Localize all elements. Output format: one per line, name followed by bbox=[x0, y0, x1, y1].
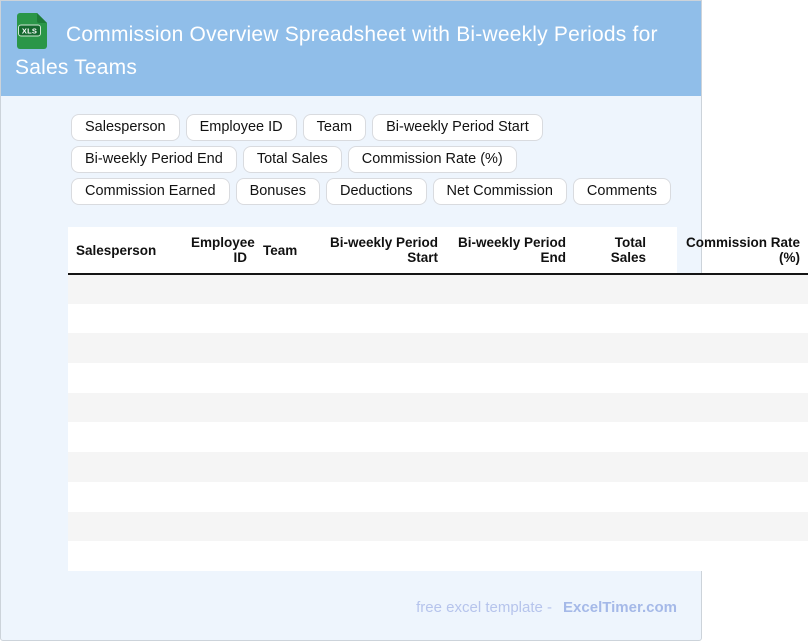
empty-cell bbox=[68, 541, 183, 571]
empty-cell bbox=[255, 333, 313, 363]
footer bbox=[68, 599, 677, 616]
empty-cell bbox=[654, 452, 808, 482]
chip-employee-id[interactable]: Employee ID bbox=[186, 114, 297, 141]
chip-comments[interactable]: Comments bbox=[573, 178, 671, 205]
empty-cell bbox=[574, 363, 654, 393]
empty-cell bbox=[68, 274, 183, 304]
empty-cell bbox=[183, 422, 255, 452]
empty-cell bbox=[574, 452, 654, 482]
column-header-salesperson: Salesperson bbox=[68, 227, 183, 274]
empty-cell bbox=[183, 541, 255, 571]
empty-cell bbox=[446, 541, 574, 571]
empty-cell bbox=[255, 422, 313, 452]
page-title bbox=[15, 12, 681, 84]
empty-cell bbox=[654, 333, 808, 363]
empty-cell bbox=[255, 512, 313, 542]
empty-cell bbox=[446, 482, 574, 512]
chip-commission-earned[interactable]: Commission Earned bbox=[71, 178, 230, 205]
table-row bbox=[68, 393, 808, 423]
table-row bbox=[68, 304, 808, 334]
empty-cell bbox=[255, 541, 313, 571]
empty-cell bbox=[313, 482, 446, 512]
empty-cell bbox=[183, 333, 255, 363]
column-header-commission-rate: Commission Rate (%) bbox=[654, 227, 808, 274]
empty-cell bbox=[255, 363, 313, 393]
empty-cell bbox=[446, 422, 574, 452]
column-header-employee-id: Employee ID bbox=[183, 227, 255, 274]
empty-cell bbox=[654, 512, 808, 542]
empty-cell bbox=[446, 304, 574, 334]
empty-cell bbox=[255, 304, 313, 334]
empty-cell bbox=[446, 452, 574, 482]
empty-cell bbox=[446, 512, 574, 542]
empty-cell bbox=[446, 393, 574, 423]
spreadsheet-preview-table bbox=[68, 227, 808, 571]
chip-salesperson[interactable]: Salesperson bbox=[71, 114, 180, 141]
empty-cell bbox=[654, 422, 808, 452]
page-title-text: Commission Overview Spreadsheet with Bi-weekly Periods for Sales Teams bbox=[15, 23, 658, 79]
table-row bbox=[68, 274, 808, 304]
empty-cell bbox=[68, 422, 183, 452]
chip-total-sales[interactable]: Total Sales bbox=[243, 146, 342, 173]
empty-cell bbox=[313, 452, 446, 482]
empty-cell bbox=[446, 333, 574, 363]
empty-cell bbox=[68, 363, 183, 393]
empty-cell bbox=[574, 512, 654, 542]
field-chip-list bbox=[71, 114, 675, 205]
empty-cell bbox=[654, 541, 808, 571]
table-row bbox=[68, 452, 808, 482]
column-header-bi-weekly-period-start: Bi-weekly Period Start bbox=[313, 227, 446, 274]
table-row bbox=[68, 482, 808, 512]
empty-cell bbox=[574, 541, 654, 571]
footer-brand-link[interactable]: ExcelTimer.com bbox=[563, 598, 677, 616]
empty-cell bbox=[68, 304, 183, 334]
empty-cell bbox=[255, 393, 313, 423]
empty-cell bbox=[183, 452, 255, 482]
empty-cell bbox=[446, 274, 574, 304]
app-header bbox=[1, 1, 701, 96]
empty-cell bbox=[313, 274, 446, 304]
empty-cell bbox=[574, 393, 654, 423]
empty-cell bbox=[183, 363, 255, 393]
chip-net-commission[interactable]: Net Commission bbox=[433, 178, 567, 205]
empty-cell bbox=[183, 482, 255, 512]
empty-cell bbox=[574, 333, 654, 363]
empty-cell bbox=[654, 482, 808, 512]
empty-cell bbox=[255, 274, 313, 304]
empty-cell bbox=[313, 422, 446, 452]
empty-cell bbox=[313, 333, 446, 363]
column-header-total-sales: Total Sales bbox=[574, 227, 654, 274]
column-header-team: Team bbox=[255, 227, 313, 274]
table-row bbox=[68, 363, 808, 393]
empty-cell bbox=[183, 274, 255, 304]
table-row bbox=[68, 422, 808, 452]
empty-cell bbox=[654, 393, 808, 423]
empty-cell bbox=[654, 304, 808, 334]
xls-file-icon bbox=[15, 12, 49, 50]
empty-cell bbox=[183, 393, 255, 423]
empty-cell bbox=[183, 512, 255, 542]
table-row bbox=[68, 333, 808, 363]
table-header bbox=[68, 227, 808, 274]
empty-cell bbox=[255, 482, 313, 512]
empty-cell bbox=[313, 363, 446, 393]
empty-cell bbox=[574, 482, 654, 512]
empty-cell bbox=[68, 393, 183, 423]
empty-cell bbox=[446, 363, 574, 393]
empty-cell bbox=[68, 333, 183, 363]
empty-cell bbox=[313, 512, 446, 542]
empty-cell bbox=[68, 452, 183, 482]
chip-deductions[interactable]: Deductions bbox=[326, 178, 427, 205]
empty-cell bbox=[574, 304, 654, 334]
header-row bbox=[68, 227, 808, 274]
spreadsheet-preview bbox=[68, 227, 800, 571]
empty-cell bbox=[574, 274, 654, 304]
empty-cell bbox=[255, 452, 313, 482]
chip-commission-rate[interactable]: Commission Rate (%) bbox=[348, 146, 517, 173]
table-body bbox=[68, 274, 808, 571]
footer-credit-text: free excel template - bbox=[416, 598, 553, 616]
empty-cell bbox=[654, 363, 808, 393]
empty-cell bbox=[313, 393, 446, 423]
table-row bbox=[68, 541, 808, 571]
empty-cell bbox=[183, 304, 255, 334]
chip-team[interactable]: Team bbox=[303, 114, 366, 141]
chip-bi-weekly-period-start[interactable]: Bi-weekly Period Start bbox=[372, 114, 543, 141]
column-header-bi-weekly-period-end: Bi-weekly Period End bbox=[446, 227, 574, 274]
empty-cell bbox=[313, 304, 446, 334]
empty-cell bbox=[574, 422, 654, 452]
chip-bi-weekly-period-end[interactable]: Bi-weekly Period End bbox=[71, 146, 237, 173]
empty-cell bbox=[313, 541, 446, 571]
empty-cell bbox=[654, 274, 808, 304]
xls-icon-label: XLS bbox=[21, 26, 38, 36]
empty-cell bbox=[68, 512, 183, 542]
chip-bonuses[interactable]: Bonuses bbox=[236, 178, 320, 205]
empty-cell bbox=[68, 482, 183, 512]
table-row bbox=[68, 512, 808, 542]
